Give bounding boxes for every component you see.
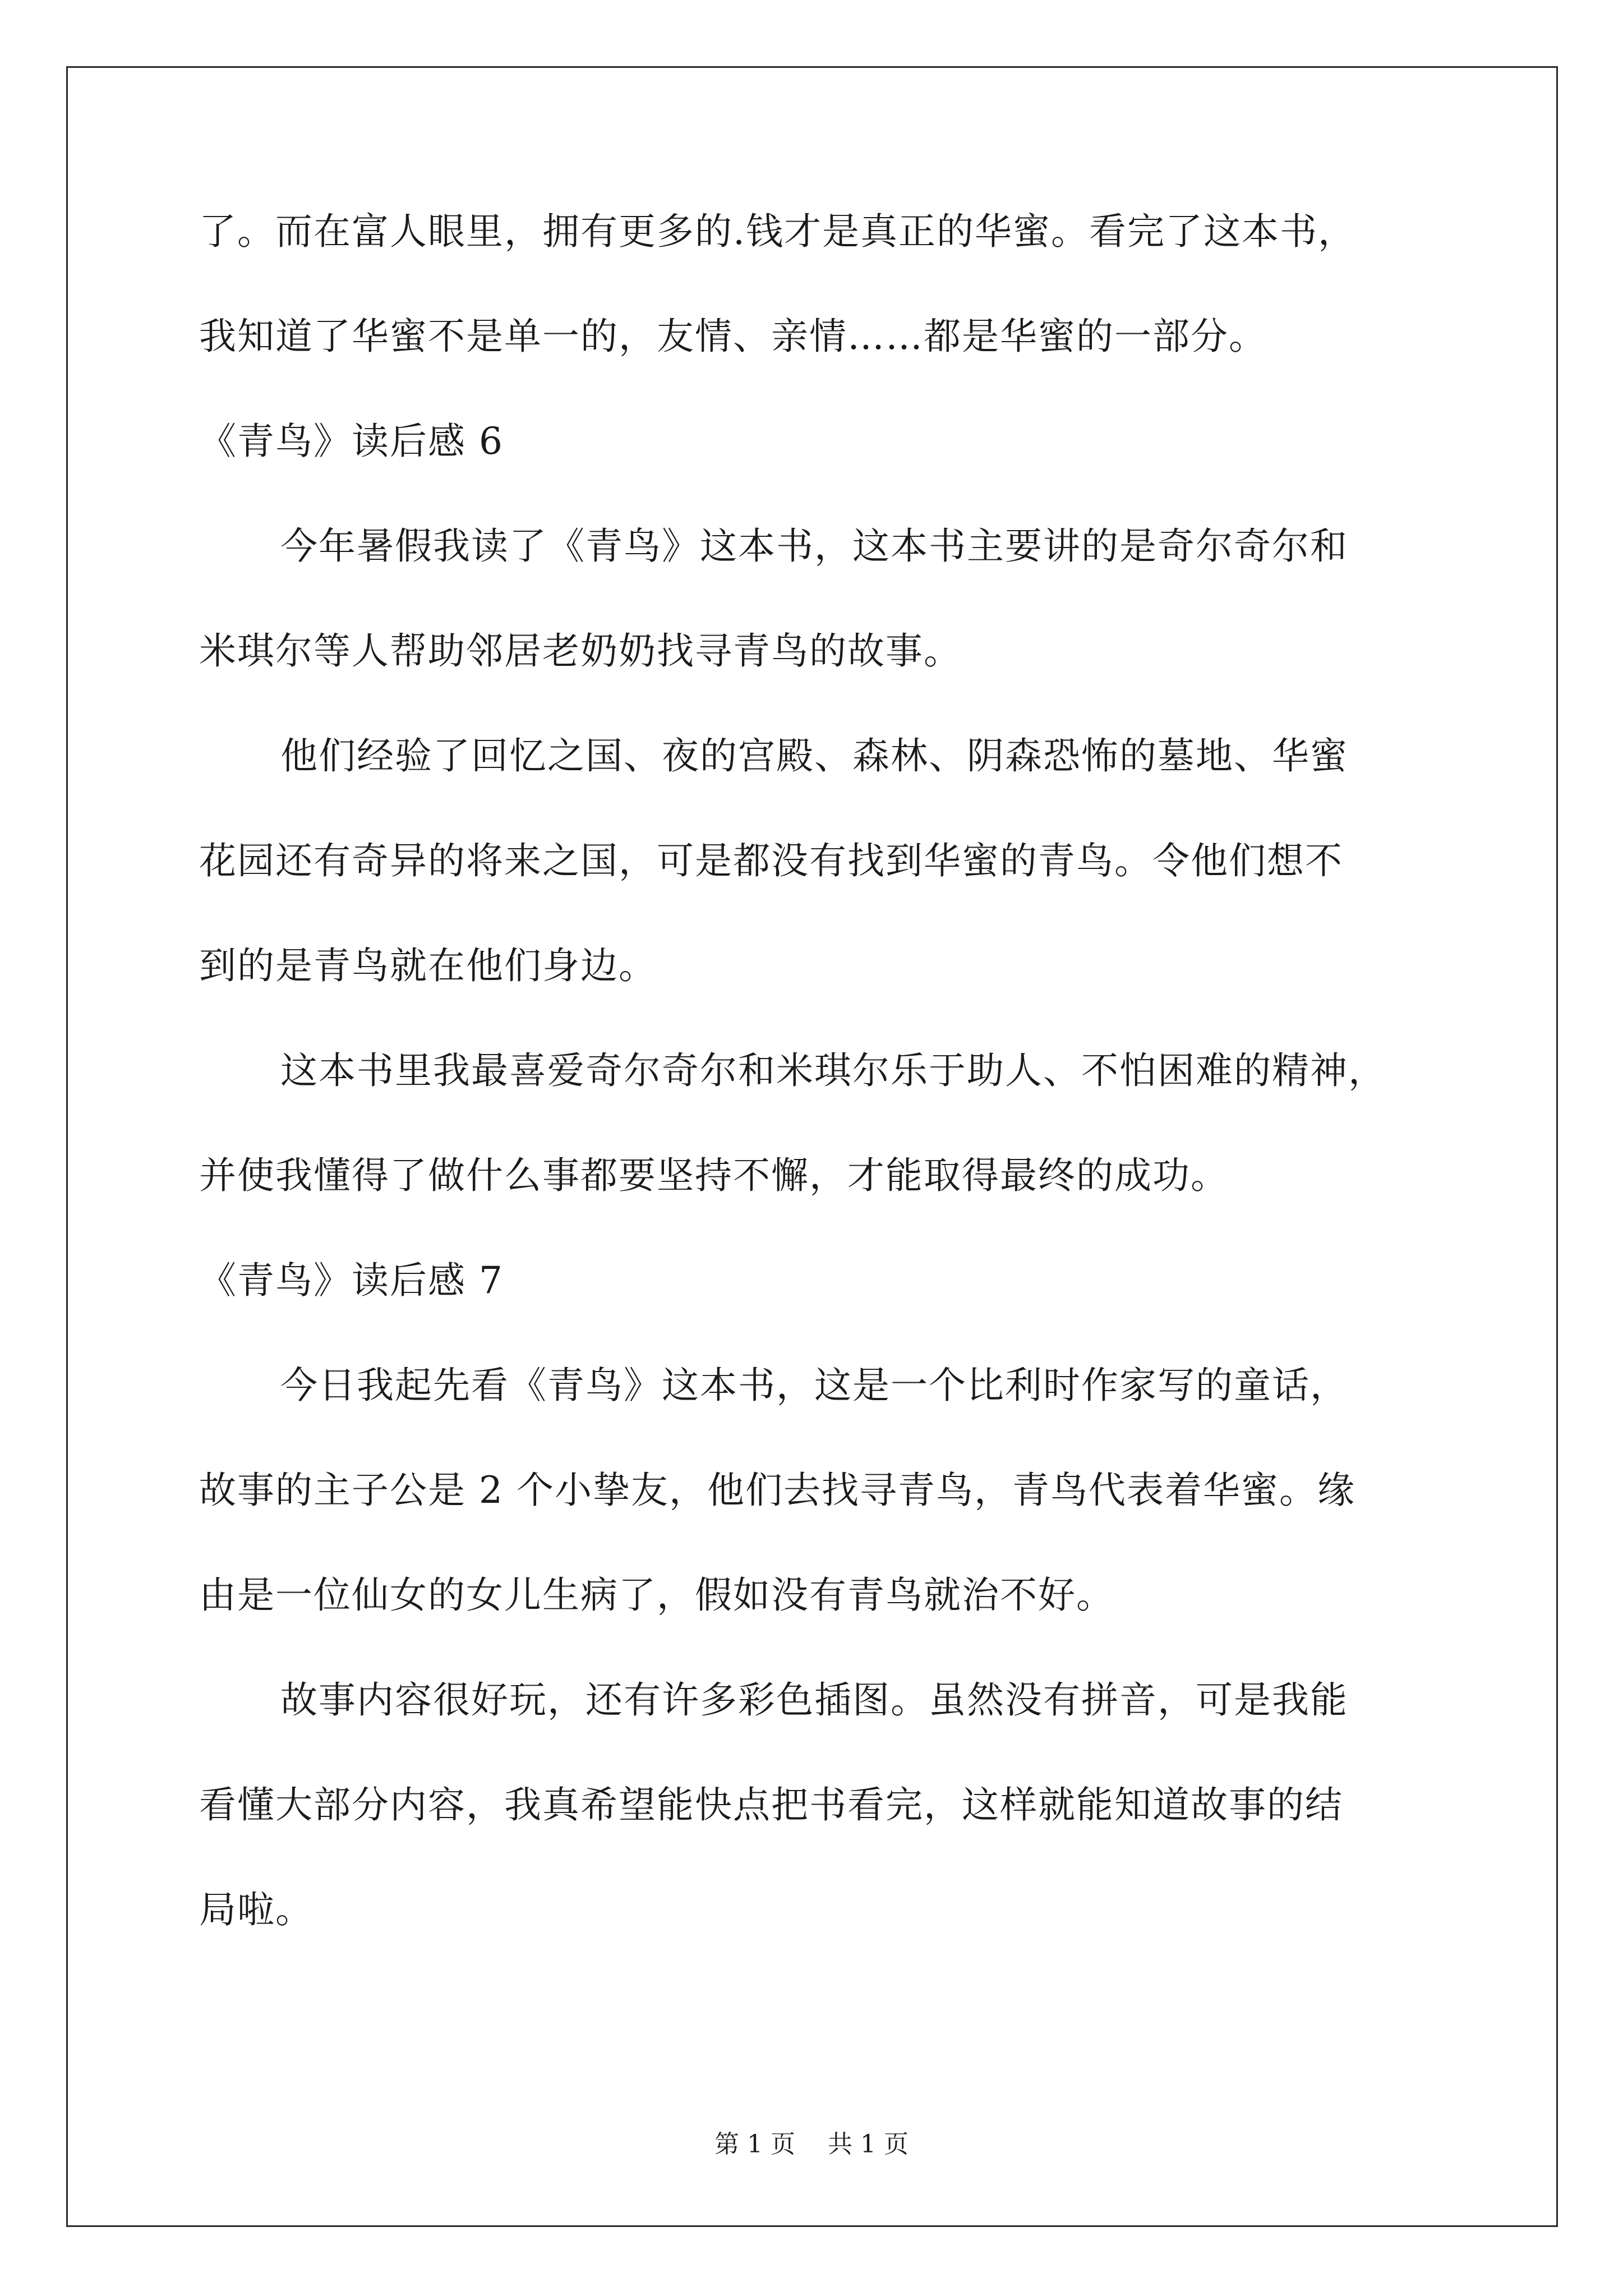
section-heading-6: 《青鸟》读后感 6 [199,420,504,463]
page-number: 第 1 页 [714,2130,795,2159]
paragraph-start: 今年暑假我读了《青鸟》这本书，这本书主要讲的是奇尔奇尔和 [280,524,1348,568]
paragraph-start: 这本书里我最喜爱奇尔奇尔和米琪尔乐于助人、不怕困难的精神， [280,1049,1386,1092]
text-line: 局啦。 [199,1888,313,1931]
text-line: 由是一位仙女的女儿生病了，假如没有青鸟就治不好。 [199,1573,1114,1617]
page-footer [0,2129,1623,2160]
text-line: 花园还有奇异的将来之国，可是都没有找到华蜜的青鸟。令他们想不 [199,839,1343,882]
text-line: 并使我懂得了做什么事都要坚持不懈，才能取得最终的成功。 [199,1154,1229,1197]
text-line: 看懂大部分内容，我真希望能快点把书看完，这样就能知道故事的结 [199,1783,1343,1826]
paragraph-start: 今日我起先看《青鸟》这本书，这是一个比利时作家写的童话， [280,1364,1348,1407]
text-line: 故事的主子公是 2 个小挚友，他们去找寻青鸟，青鸟代表着华蜜。缘 [199,1469,1355,1512]
text-line: 到的是青鸟就在他们身边。 [199,944,657,987]
text-line: 了。而在富人眼里，拥有更多的.钱才是真正的华蜜。看完了这本书， [199,210,1356,253]
paragraph-start: 故事内容很好玩，还有许多彩色插图。虽然没有拼音，可是我能 [280,1678,1348,1722]
page-total: 共 1 页 [828,2130,909,2159]
paragraph-start: 他们经验了回忆之国、夜的宫殿、森林、阴森恐怖的墓地、华蜜 [280,734,1348,777]
section-heading-7: 《青鸟》读后感 7 [199,1259,504,1302]
text-line: 我知道了华蜜不是单一的，友情、亲情……都是华蜜的一部分。 [199,315,1267,358]
text-line: 米琪尔等人帮助邻居老奶奶找寻青鸟的故事。 [199,629,962,673]
